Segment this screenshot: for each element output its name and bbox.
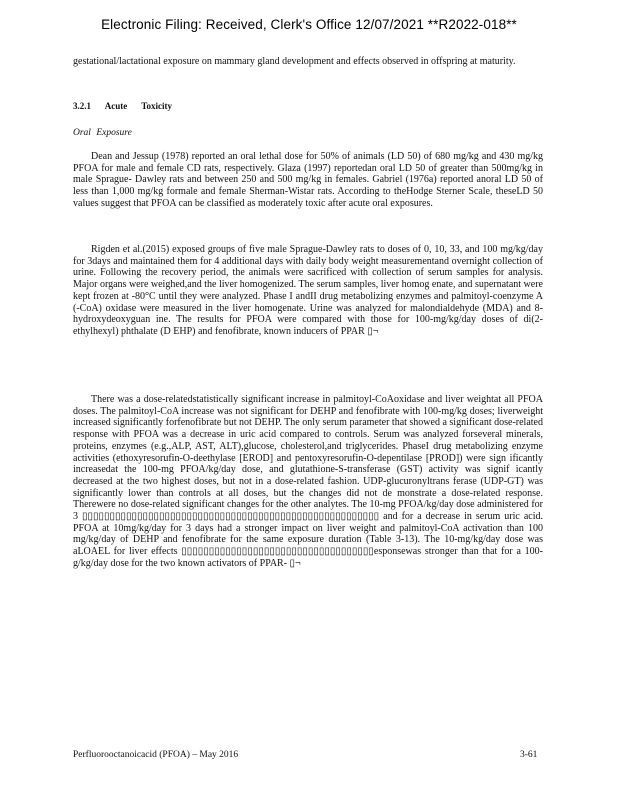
intro-paragraph: gestational/lactational exposure on mammary gland development and effects observed in offspring at maturity.	[73, 56, 516, 67]
section-heading	[73, 101, 172, 111]
section-number: 3.2.1	[73, 101, 91, 111]
paragraph-results: There was a dose-relatedstatistically significant increase in palmitoyl-CoAoxidase and liver weightat all PFOA doses. The palmitoyl-CoA increase was not significant for DEHP and fenofibrate with 100-mg/kg doses; liverweight increased significantly forfenofibrate but not DEHP. The only serum parameter that showed a significant dose-related response with PFOA was a decrease in uric acid compared to controls. Serum was analyzed forseveral minerals, proteins, enzymes (e.g.,ALP, AST, ALT),glucose, cholesterol,and triglycerides. PhaseI drug metabolizing enzyme activities (ethoxyresorufin-O-deethylase [EROD] and pentoxyresorufin-O-depentilase [PROD]) were sign ificantly increasedat the 100-mg PFOA/kg/day dose, and glutathione-S-transferase (GST) activity was signif icantly decreased at the two highest doses, but not in a dose-related fashion. UDP-glucuronyltrans ferase (UDP-GT) was significantly lower than controls at all doses, but the changes did not de monstrate a dose-related response. Therewere no dose-related significant changes for the other analytes. The 10-mg PFOA/kg/day dose administered for 3 ▯▯▯▯▯▯▯▯▯▯▯▯▯▯▯▯▯▯▯▯▯▯▯▯▯▯▯▯▯▯▯▯▯▯▯▯▯▯▯▯▯▯▯▯▯▯▯▯▯▯▯▯▯▯ and for a decrease in serum uric acid. PFOA at 10mg/kg/day for 3 days had a stronger impact on liver weight and palmitoyl-CoA activation than 100 mg/kg/day of DEHP and fenofibrate for the same exposure duration (Table 3-13). The 10-mg/kg/day dose was aLOAEL for liver effects ▯▯▯▯▯▯▯▯▯▯▯▯▯▯▯▯▯▯▯▯▯▯▯▯▯▯▯▯▯▯▯▯▯▯▯esponsewas stronger than that for a 100-g/kg/day dose for the two known activators of PPAR- ▯¬	[73, 394, 543, 569]
paragraph-lethal-dose: Dean and Jessup (1978) reported an oral lethal dose for 50% of animals (LD 50) of 680 mg/kg and 430 mg/kg PFOA for male and female CD rats, respectively. Glaza (1997) reportedan oral LD 50 of greater than 500mg/kg in male Sprague- Dawley rats and between 250 and 500 mg/kg in females. Gabriel (1976a) reported anoral LD 50 of less than 1,000 mg/kg formale and female Sherman-Wistar rats. According to theHodge Sterner Scale, theseLD 50 values suggest that PFOA can be classified as moderately toxic after acute oral exposures.	[73, 151, 543, 209]
paragraph-rigden-study: Rigden et al.(2015) exposed groups of five male Sprague-Dawley rats to doses of 0, 10, 33, and 100 mg/kg/day for 3days and maintained them for 4 additional days with daily body weight measurementand overnight collection of urine. Following the recovery period, the animals were sacrificed with collection of serum samples for analysis. Major organs were weighed,and the liver homogenized. The serum samples, liver homog enate, and supernatant were kept frozen at -80°C until they were analyzed. Phase I andII drug metabolizing enzymes and palmitoyl-coenzyme A (-CoA) oxidase were measured in the liver homogenate. Urine was analyzed for malondialdehyde (MDA) and 8-hydroxydeoxyguan ine. The results for PFOA were compared with those for 100-mg/kg/day doses of di(2-ethylhexyl) phthalate (D EHP) and fenofibrate, known inducers of PPAR ▯¬	[73, 244, 543, 337]
filing-header: Electronic Filing: Received, Clerk's Office 12/07/2021 **R2022-018**	[101, 17, 517, 32]
subsection-heading: Oral Exposure	[73, 128, 132, 138]
footer-document-title: Perfluorooctanoicacid (PFOA) – May 2016	[73, 750, 239, 760]
section-title: Acute Toxicity	[104, 101, 173, 111]
footer-page-number: 3-61	[520, 750, 538, 760]
